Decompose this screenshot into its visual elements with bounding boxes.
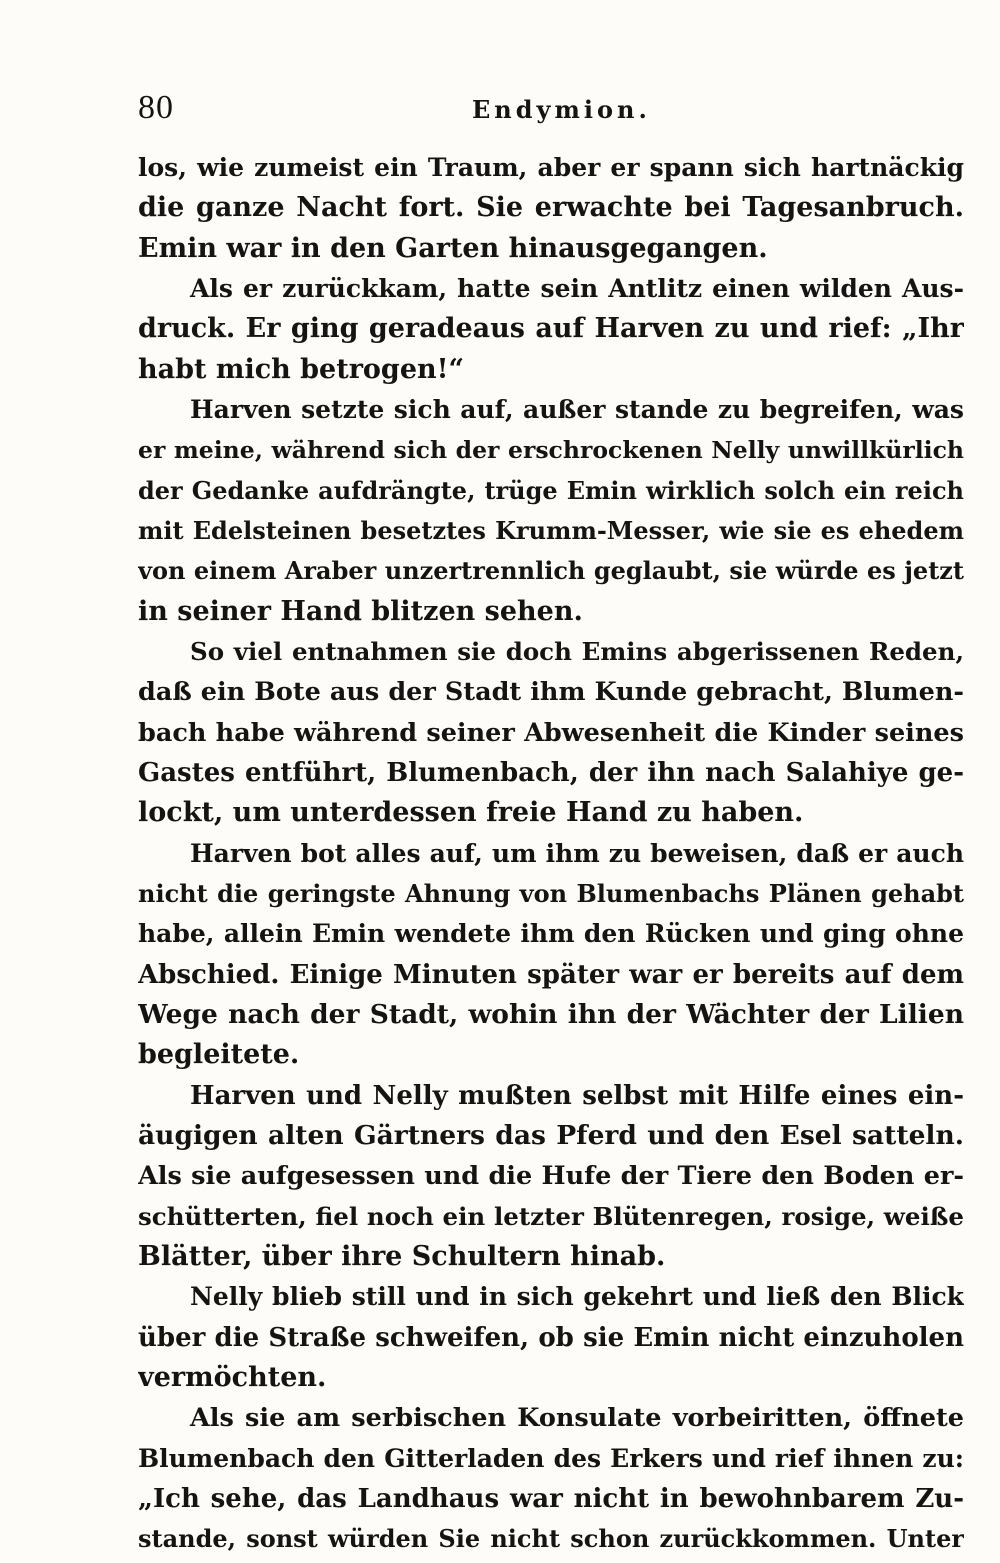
text-line: Gastes entführt, Blumenbach, der ihn nach Salahiye ge- (138, 757, 964, 788)
text-line: schütterten, fiel noch ein letzter Blütenregen, rosige, weiße (138, 1201, 964, 1231)
text-line: bach habe während seiner Abwesenheit die Kinder seines (138, 717, 964, 748)
text-line: Harven bot alles auf, um ihm zu beweisen, daß er auch (190, 838, 964, 868)
text-line: stande, sonst würden Sie nicht schon zurückkommen. Unter (138, 1524, 964, 1554)
text-line: er meine, während sich der erschrockenen Nelly unwillkürlich (138, 436, 964, 465)
text-line: über die Straße schweifen, ob sie Emin nicht einzuholen (138, 1322, 964, 1353)
text-line: der Gedanke aufdrängte, trüge Emin wirklich solch ein reich (138, 475, 964, 505)
text-line: So viel entnahmen sie doch Emins abgerissenen Reden, (190, 636, 964, 666)
text-line: in seiner Hand blitzen sehen. (138, 595, 583, 627)
text-line: Emin war in den Garten hinausgegangen. (138, 232, 768, 264)
text-line: vermöchten. (138, 1361, 327, 1393)
body-text (138, 148, 964, 1559)
running-head: Endymion. (472, 95, 651, 124)
text-line: Harven und Nelly mußten selbst mit Hilfe eines ein- (190, 1080, 964, 1111)
text-line: Als er zurückkam, hatte sein Antlitz einen wilden Aus- (190, 273, 964, 303)
text-line: „Ich sehe, das Landhaus war nicht in bewohnbarem Zu- (138, 1483, 964, 1514)
text-line: Als sie am serbischen Konsulate vorbeiritten, öffnete (190, 1403, 964, 1434)
text-line: los, wie zumeist ein Traum, aber er spann sich hartnäckig (138, 153, 964, 182)
text-line: nicht die geringste Ahnung von Blumenbachs Plänen gehabt (138, 878, 964, 908)
text-line: von einem Araber unzertrennlich geglaubt, sie würde es jetzt (138, 556, 964, 586)
text-line: Abschied. Einige Minuten später war er bereits auf dem (138, 959, 964, 990)
page-number: 80 (138, 89, 174, 126)
text-line: äugigen alten Gärtners das Pferd und den Esel satteln. (138, 1119, 964, 1151)
text-line: druck. Er ging geradeaus auf Harven zu und rief: „Ihr (138, 313, 964, 345)
text-line: Wege nach der Stadt, wohin ihn der Wächter der Lilien (138, 998, 964, 1030)
text-line: habe, allein Emin wendete ihm den Rücken und ging ohne (138, 919, 964, 949)
text-line: daß ein Bote aus der Stadt ihm Kunde gebracht, Blumen- (138, 677, 964, 708)
text-line: Blätter, über ihre Schultern hinab. (138, 1240, 666, 1272)
text-line: Als sie aufgesessen und die Hufe der Tiere den Boden er- (138, 1161, 964, 1192)
text-line: mit Edelsteinen besetztes Krumm-Messer, wie sie es ehedem (138, 515, 964, 545)
text-line: die ganze Nacht fort. Sie erwachte bei Tagesanbruch. (138, 192, 964, 224)
text-line: lockt, um unterdessen freie Hand zu haben. (138, 797, 804, 829)
text-line: begleitete. (138, 1039, 300, 1071)
page-header (0, 86, 1000, 130)
text-line: Nelly blieb still und in sich gekehrt und ließ den Blick (190, 1282, 964, 1312)
text-line: Blumenbach den Gitterladen des Erkers und rief ihnen zu: (138, 1443, 964, 1473)
text-line: habt mich betrogen!“ (138, 353, 465, 385)
text-line: Harven setzte sich auf, außer stande zu begreifen, was (190, 394, 964, 424)
